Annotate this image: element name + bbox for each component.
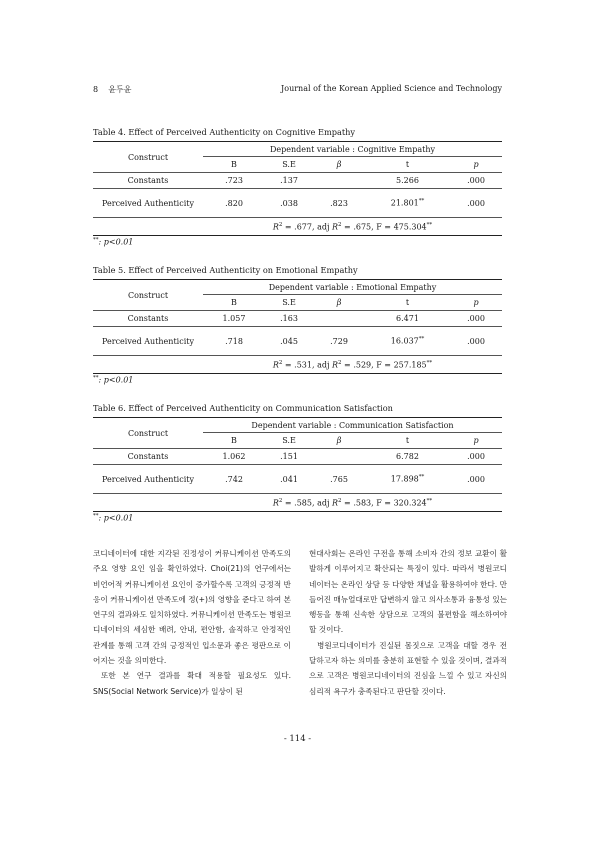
col-beta: β — [313, 295, 365, 311]
col-t: t — [365, 295, 450, 311]
running-author: 윤두윤 — [108, 85, 132, 94]
model-fit-row: $R^2 = .677$, adj $R^2 = .675$, F = 475.304** — [93, 218, 502, 236]
table-row: Perceived Authenticity .820 .038 .823 21.801** .000 — [93, 189, 502, 218]
body-paragraph: 코디네이터에 대한 지각된 진정성이 커뮤니케이션 만족도의 주요 영향 요인 임을 확인하였다. Choi(21)의 연구에서는 비언어적 커뮤니케이션 요인이 증가할수록 고객의 긍정적 반응이 커뮤니케이션 만족도에 정(+)의 영향을 준다고 하여 본 연구의 결과와도 일치하였다. 커뮤니케이션 만족도는 병원코디네이터의 세심한 배려, 안내, 편안함, 솔직하고 안정적인 관계를 통해 고객 간의 긍정적인 입소문과 좋은 평판으로 이어지는 것을 의미한다. — [93, 549, 291, 666]
construct-header: Construct — [93, 280, 203, 311]
col-se: S.E — [265, 157, 313, 173]
dependent-variable-header: Dependent variable : Cognitive Empathy — [203, 142, 502, 157]
col-p: p — [450, 157, 502, 173]
col-t: t — [365, 157, 450, 173]
col-b: B — [203, 295, 265, 311]
table-4 — [93, 141, 502, 236]
col-b: B — [203, 433, 265, 449]
table-5-note: **: p<0.01 — [93, 375, 134, 385]
table-4-caption: Table 4. Effect of Perceived Authenticity on Cognitive Empathy — [93, 127, 356, 137]
table-6-note: **: p<0.01 — [93, 513, 134, 523]
table-row: Perceived Authenticity .742 .041 .765 17.898** .000 — [93, 465, 502, 494]
table-row: Constants 1.057 .163 6.471 .000 — [93, 311, 502, 327]
col-p: p — [450, 295, 502, 311]
table-6-caption: Table 6. Effect of Perceived Authenticity on Communication Satisfaction — [93, 403, 393, 413]
table-6 — [93, 417, 502, 512]
running-journal-title: Journal of the Korean Applied Science and Technology — [281, 84, 502, 93]
model-fit-row: $R^2 = .585$, adj $R^2 = .583$, F = 320.324** — [93, 494, 502, 512]
page-number-footer: - 114 - — [283, 734, 312, 744]
col-se: S.E — [265, 433, 313, 449]
table-row: Perceived Authenticity .718 .045 .729 16.037** .000 — [93, 327, 502, 356]
table-row: Constants 1.062 .151 6.782 .000 — [93, 449, 502, 465]
body-column-right — [309, 546, 507, 699]
col-b: B — [203, 157, 265, 173]
construct-header: Construct — [93, 142, 203, 173]
body-paragraph: 병원코디네이터가 진실된 몸짓으로 고객을 대할 경우 전달하고자 하는 의미를 충분히 표현할 수 있을 것이며, 결과적으로 고객은 병원코디네이터의 진심을 느낄 수 있고 자신의 심리적 욕구가 충족된다고 판단할 것이다. — [309, 640, 507, 696]
body-paragraph: 현대사회는 온라인 구전을 통해 소비자 간의 정보 교환이 활발하게 이루어지고 확산되는 특징이 있다. 따라서 병원코디네이터는 온라인 상담 등 다양한 채널을 활용하여야 한다. 만들어진 매뉴얼대로만 답변하지 않고 의사소통과 융통성 있는 행동을 통해 신속한 상담으로 고객의 불편함을 해소하여야 할 것이다. — [309, 549, 507, 635]
col-p: p — [450, 433, 502, 449]
page-number-top: 8 — [93, 85, 99, 94]
table-4-note: **: p<0.01 — [93, 237, 134, 247]
model-fit-row: $R^2 = .531$, adj $R^2 = .529$, F = 257.185** — [93, 356, 502, 374]
col-t: t — [365, 433, 450, 449]
col-se: S.E — [265, 295, 313, 311]
table-row: Constants .723 .137 5.266 .000 — [93, 173, 502, 189]
table-5 — [93, 279, 502, 374]
dependent-variable-header: Dependent variable : Communication Satisfaction — [203, 418, 502, 433]
body-column-left — [93, 546, 291, 699]
col-beta: β — [313, 433, 365, 449]
table-5-caption: Table 5. Effect of Perceived Authenticity on Emotional Empathy — [93, 265, 358, 275]
dependent-variable-header: Dependent variable : Emotional Empathy — [203, 280, 502, 295]
construct-header: Construct — [93, 418, 203, 449]
body-paragraph: 또한 본 연구 결과를 확대 적용할 필요성도 있다. SNS(Social Network Service)가 일상이 된 — [93, 671, 291, 696]
col-beta: β — [313, 157, 365, 173]
running-header-left — [93, 84, 131, 95]
